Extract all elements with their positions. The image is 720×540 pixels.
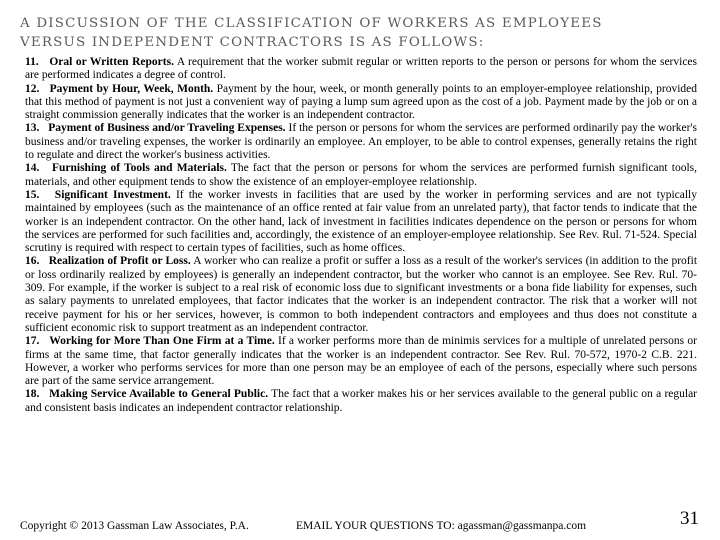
factor-text: If the person or persons for whom the services are performed ordinarily pay the worker's business and/or traveling expenses, the worker is ordinarily an employee. An employer, to be able to control expenses, generally retains the right to regulate and direct the worker's business activities.: [25, 122, 697, 162]
factor-text: The fact that the person or persons for whom the services are performed furnish significant tools, materials, and other equipment tends to show the existence of an employer-employee relationship.: [25, 162, 698, 188]
factor-heading: Payment by Hour, Week, Month.: [49, 82, 214, 95]
factor-text: A requirement that the worker submit regular or written reports to the person or persons for whom the services are performed indicates a degree of control.: [25, 56, 698, 82]
title-line-2: VERSUS INDEPENDENT CONTRACTORS IS AS FOLLOWS:: [20, 35, 485, 50]
factor-text: A worker who can realize a profit or suffer a loss as a result of the worker's services (in addition to the profit or loss ordinarily realized by employees) is generally an independent contractor, but the worker who cannot is an employee. See Rev. Rul. 70-309. For example, if the worker is subject to a real risk of economic loss due to significant investments or a bona fide liability for expenses, such as salary payments to unrelated employees, that factor indicates that the worker is an independent contractor. The risk that a worker will not receive payment for his or her services, however, is common to both independent contractors and employees and thus does not constitute a sufficient economic risk to support treatment as an independent contractor.: [25, 255, 698, 334]
factor-text: If the worker invests in facilities that are used by the worker in performing services and are not typically maintained by employees (such as the maintenance of an office rented at fair value from an unrelated party), that factor tends to indicate that the worker is an independent contractor. On the other hand, lack of investment in facilities indicates dependence on the person or persons for whom the services are performed for such facilities and, accordingly, the existence of an employer-employee relationship. See Rev. Rul. 71-524. Special scrutiny is required with respect to certain types of facilities, such as home offices.: [25, 188, 697, 255]
factor-list: [25, 56, 697, 415]
page-title: [20, 14, 710, 52]
factor-number: 15.: [25, 188, 40, 201]
factor-heading: Working for More Than One Firm at a Time.: [49, 335, 275, 348]
factor-heading: Realization of Profit or Loss.: [48, 255, 191, 268]
factor-heading: Significant Investment.: [54, 188, 171, 201]
factor-number: 13.: [25, 122, 40, 135]
factor-item: [25, 122, 697, 162]
factor-item: [25, 189, 697, 255]
factor-number: 14.: [25, 162, 40, 175]
factor-number: 11.: [25, 56, 39, 68]
page-number: 31: [680, 508, 699, 529]
factor-item: [25, 388, 697, 415]
factor-heading: Furnishing of Tools and Materials.: [51, 162, 227, 175]
factor-text: The fact that a worker makes his or her services available to the general public on a regular and consistent basis indicates an independent contractor relationship.: [25, 388, 698, 414]
factor-item: [25, 335, 697, 388]
factor-heading: Making Service Available to General Public.: [49, 388, 269, 401]
factor-heading: Payment of Business and/or Traveling Expenses.: [48, 122, 286, 135]
factor-number: 16.: [25, 255, 40, 268]
factor-number: 18.: [25, 388, 40, 401]
factor-text: If a worker performs more than de minimis services for a multiple of unrelated persons or firms at the same time, that factor generally indicates that the worker is an independent contractor. See Rev. Rul. 70-572, 1970-2 C.B. 221. However, a worker who performs services for more than one person may be an employee of each of the persons, especially where such persons are part of the same service arrangement.: [25, 335, 697, 388]
title-line-1: A DISCUSSION OF THE CLASSIFICATION OF WORKERS AS EMPLOYEES: [20, 16, 603, 31]
factor-item: [25, 56, 697, 83]
factor-number: 17.: [25, 335, 40, 348]
email-contact: EMAIL YOUR QUESTIONS TO: agassman@gassmanpa.com: [296, 520, 587, 532]
factor-item: [25, 83, 697, 123]
factor-number: 12.: [25, 82, 40, 95]
factor-item: [25, 255, 697, 335]
factor-text: Payment by the hour, week, or month generally points to an employer-employee relationship, provided that this method of payment is not just a convenient way of paying a lump sum agreed upon as the cost of a job. Payment made by the job or on a straight commission generally indicates that the worker is an independent contractor.: [25, 82, 698, 122]
copyright-notice: Copyright © 2013 Gassman Law Associates, P.A.: [20, 520, 249, 532]
factor-heading: Oral or Written Reports.: [49, 56, 174, 68]
factor-item: [25, 162, 697, 189]
